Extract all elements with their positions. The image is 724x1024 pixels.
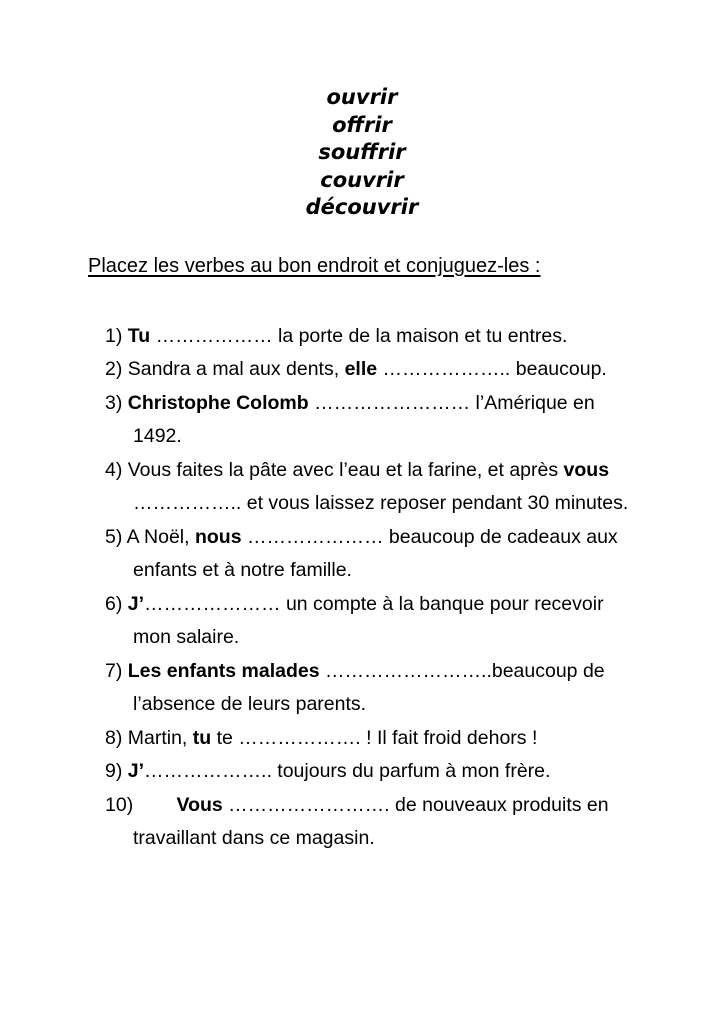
verb-item: ouvrir <box>326 85 398 109</box>
sentence-subject-bold: elle <box>344 358 378 380</box>
exercise-item <box>105 722 724 756</box>
exercise-item-line <box>105 521 724 555</box>
exercise-item <box>105 454 724 521</box>
sentence-text: ……………… la porte de la maison et tu entres. <box>150 324 568 347</box>
sentence-subject-bold: J’ <box>127 760 145 782</box>
exercise-item-continuation-line <box>133 621 724 655</box>
sentence-text: enfants et à notre famille. <box>133 559 352 581</box>
sentence-text: ……………….. beaucoup. <box>377 358 607 380</box>
verb-list <box>0 0 724 222</box>
sentence-text: 10) <box>105 793 177 816</box>
sentence-subject-bold: Les enfants malades <box>127 659 320 682</box>
sentence-text: l’absence de leurs parents. <box>133 693 367 715</box>
sentence-subject-bold: vous <box>563 458 610 481</box>
sentence-subject-bold: Christophe Colomb <box>127 391 309 414</box>
sentence-text: 1) <box>105 324 128 347</box>
sentence-subject-bold: J’ <box>127 592 145 615</box>
exercise-item-line <box>105 454 724 488</box>
sentence-text: 5) A Noël, <box>105 525 195 548</box>
exercise-list <box>105 320 724 856</box>
sentence-text: 1492. <box>133 425 182 447</box>
sentence-text: ………………… un compte à la banque pour recevoir <box>144 592 604 615</box>
sentence-text: 3) <box>105 391 128 414</box>
instruction-heading: Placez les verbes au bon endroit et conjuguez-les : <box>88 254 541 277</box>
sentence-text: ………………… beaucoup de cadeaux aux <box>241 525 618 548</box>
sentence-text: …………………… l’Amérique en <box>308 391 595 414</box>
sentence-text: travaillant dans ce magasin. <box>133 827 375 849</box>
exercise-item-line <box>105 588 724 622</box>
sentence-text: mon salaire. <box>133 626 240 648</box>
exercise-item-line <box>105 387 724 421</box>
sentence-text: …………….. et vous laissez reposer pendant 30 minutes. <box>133 492 629 514</box>
sentence-text: ……………………. de nouveaux produits en <box>222 793 609 816</box>
sentence-text: 9) <box>105 760 128 782</box>
exercise-item-line <box>105 755 724 789</box>
verb-item: couvrir <box>320 167 404 192</box>
exercise-item <box>105 353 724 387</box>
sentence-subject-bold: Tu <box>127 324 151 347</box>
verb-item: souffrir <box>318 140 406 164</box>
exercise-item-line <box>105 353 724 387</box>
exercise-item <box>105 789 724 856</box>
exercise-item-line <box>105 722 724 756</box>
exercise-item <box>105 387 724 454</box>
sentence-subject-bold: tu <box>192 726 212 749</box>
sentence-text: ……………………..beaucoup de <box>319 659 605 682</box>
exercise-item-continuation-line <box>133 487 724 521</box>
sentence-text: ……………….. toujours du parfum à mon frère. <box>144 760 551 782</box>
exercise-item <box>105 588 724 655</box>
exercise-item <box>105 320 724 354</box>
sentence-subject-bold: Vous <box>176 793 223 816</box>
sentence-text: te ………………. ! Il fait froid dehors ! <box>211 726 538 749</box>
exercise-item-continuation-line <box>133 688 724 722</box>
exercise-item-continuation-line <box>133 554 724 588</box>
exercise-item-line <box>105 789 724 823</box>
exercise-item-line <box>105 655 724 689</box>
exercise-item <box>105 755 724 789</box>
exercise-item-continuation-line <box>133 420 724 454</box>
sentence-text: 4) Vous faites la pâte avec l’eau et la farine, et après <box>105 458 564 481</box>
verb-item: découvrir <box>305 195 419 219</box>
exercise-item-line <box>105 320 724 354</box>
sentence-text: 8) Martin, <box>105 726 193 749</box>
sentence-subject-bold: nous <box>194 525 242 548</box>
exercise-item <box>105 655 724 722</box>
verb-item: offrir <box>332 112 392 137</box>
sentence-text: 2) Sandra a mal aux dents, <box>105 358 345 380</box>
exercise-item <box>105 521 724 588</box>
exercise-item-continuation-line <box>133 822 724 856</box>
sentence-text: 7) <box>105 659 128 682</box>
sentence-text: 6) <box>105 592 128 615</box>
